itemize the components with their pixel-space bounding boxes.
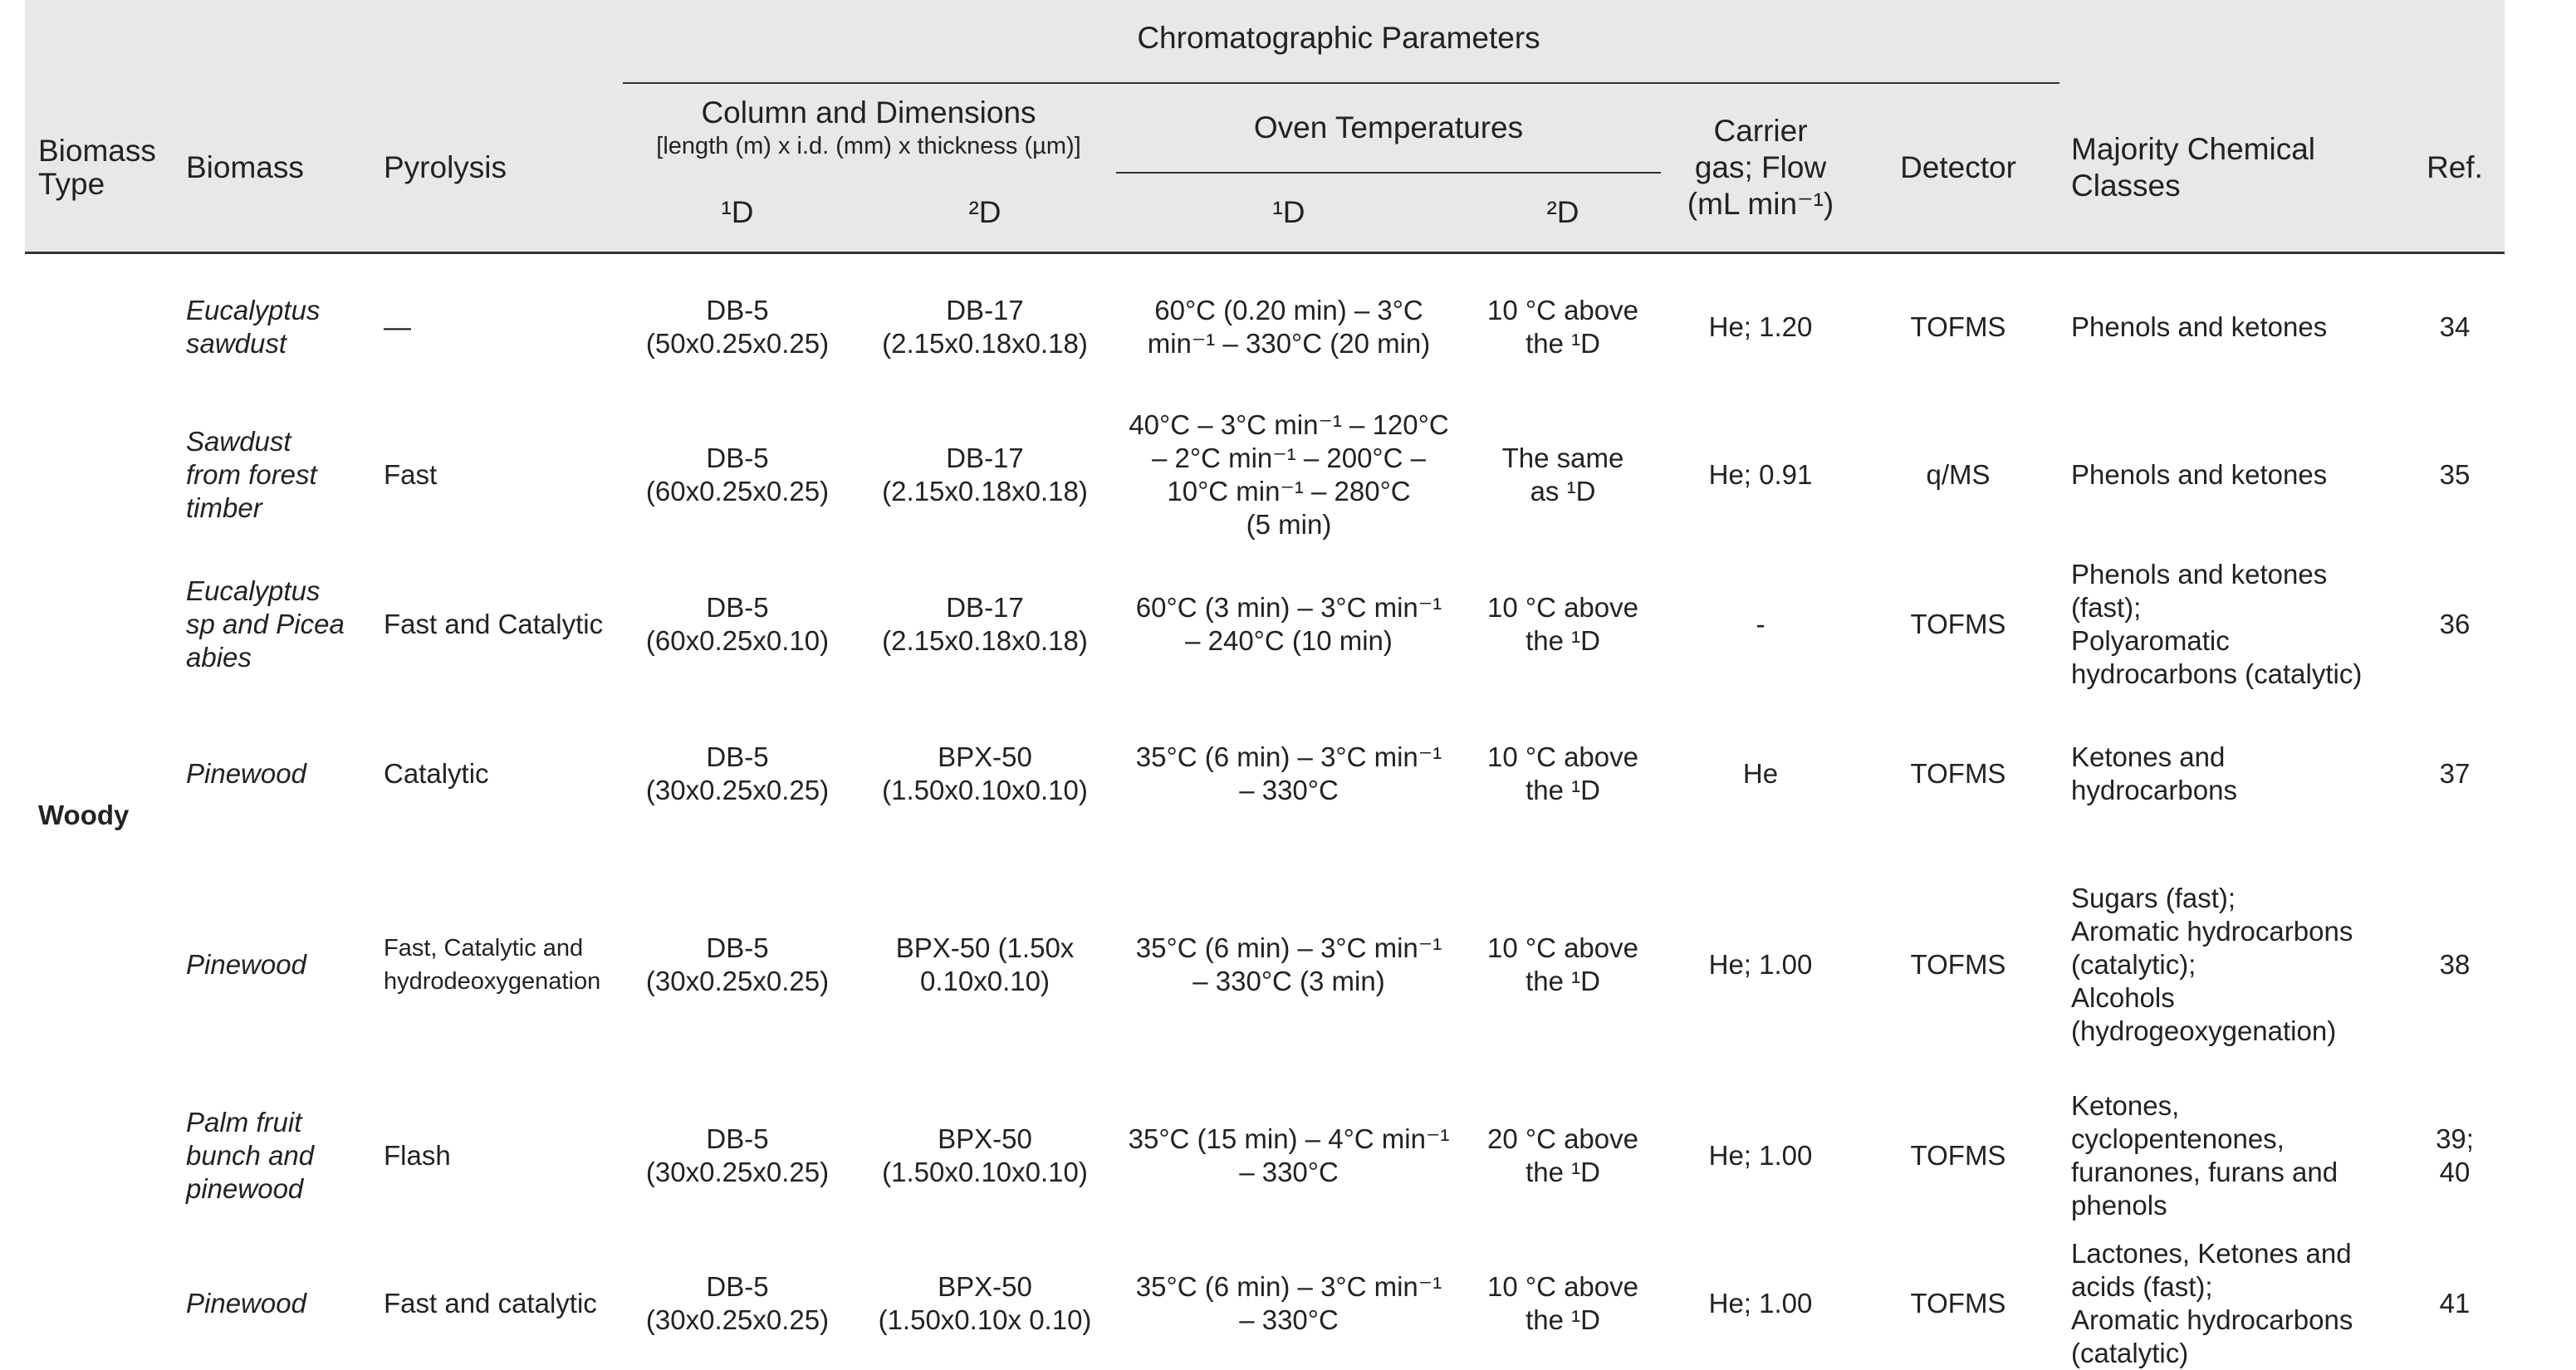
cell-biomass-line: Pinewood xyxy=(186,758,306,789)
cell-oven2-line: 10 °C above xyxy=(1487,1271,1638,1302)
cell-classes-line: Phenols and ketones xyxy=(2071,311,2328,342)
cell-col2-line: (2.15x0.18x0.18) xyxy=(882,625,1088,656)
cell-oven1-line: (5 min) xyxy=(1246,509,1332,540)
cell-classes-line: (fast); xyxy=(2071,592,2142,623)
cell-oven1-line: – 2°C min⁻¹ – 200°C – xyxy=(1152,443,1426,473)
cell-ref-line: 39; xyxy=(2436,1123,2474,1154)
cell-detector-line: TOFMS xyxy=(1910,949,2006,980)
cell-col2-line: BPX-50 xyxy=(938,1271,1032,1302)
cell-classes-line: cyclopentenones, xyxy=(2071,1123,2285,1154)
cell-oven1-line: 35°C (6 min) – 3°C min⁻¹ xyxy=(1135,932,1442,963)
cell-oven2-line: 10 °C above xyxy=(1487,592,1638,623)
header-classes-2: Classes xyxy=(2071,169,2181,203)
cell-oven2-line: as ¹D xyxy=(1530,476,1596,506)
cell-oven2-line: the ¹D xyxy=(1526,775,1600,805)
header-classes-1: Majority Chemical xyxy=(2071,132,2316,166)
cell-oven2-line: 10 °C above xyxy=(1487,295,1638,325)
header-biomass-type-1: Biomass xyxy=(38,134,156,168)
cell-carrier-line: He; 0.91 xyxy=(1708,459,1813,490)
cell-oven1-line: – 240°C (10 min) xyxy=(1185,625,1393,656)
cell-carrier-line: He; 1.00 xyxy=(1708,1288,1813,1319)
cell-biomass-line: sp and Picea xyxy=(186,609,345,639)
cell-oven2-line: 20 °C above xyxy=(1487,1123,1638,1154)
cell-col1-line: (30x0.25x0.25) xyxy=(645,775,830,805)
header-biomass-type-2: Type xyxy=(38,167,105,201)
cell-biomass-line: Sawdust xyxy=(186,426,291,457)
cell-classes-line: (catalytic); xyxy=(2071,949,2196,980)
cell-classes-line: Aromatic hydrocarbons xyxy=(2071,1304,2353,1335)
cell-pyrolysis-line: Catalytic xyxy=(384,758,489,789)
cell-detector-line: TOFMS xyxy=(1910,758,2006,789)
cell-biomass-line: bunch and xyxy=(186,1140,315,1171)
cell-pyrolysis-line: Fast, Catalytic and xyxy=(384,935,584,961)
cell-oven2-line: the ¹D xyxy=(1526,1157,1600,1187)
cell-classes-line: Ketones, xyxy=(2071,1090,2180,1121)
cell-col1-line: DB-5 xyxy=(706,932,769,963)
cell-biomass-line: Pinewood xyxy=(186,1288,306,1319)
header-ref: Ref. xyxy=(2427,150,2483,184)
cell-oven2-line: 10 °C above xyxy=(1487,932,1638,963)
cell-carrier-line: He; 1.20 xyxy=(1708,311,1813,342)
cell-biomass-line: from forest xyxy=(186,459,317,490)
cell-biomass-line: Palm fruit xyxy=(186,1107,302,1138)
cell-oven2-line: the ¹D xyxy=(1526,625,1600,656)
cell-col2-line: (1.50x0.10x0.10) xyxy=(882,1157,1088,1187)
cell-detector-line: TOFMS xyxy=(1910,1288,2006,1319)
header-carrier-2: gas; Flow xyxy=(1694,150,1827,184)
cell-col1-line: DB-5 xyxy=(706,592,769,623)
cell-col1-line: DB-5 xyxy=(706,1123,769,1154)
cell-detector-line: TOFMS xyxy=(1910,1140,2006,1171)
cell-col2-line: DB-17 xyxy=(946,295,1024,325)
cell-classes-line: Polyaromatic xyxy=(2071,625,2230,656)
cell-oven1-line: 10°C min⁻¹ – 280°C xyxy=(1167,476,1411,506)
header-group-rule xyxy=(623,82,2059,84)
cell-oven1-line: – 330°C xyxy=(1239,1304,1339,1335)
cell-ref-line: 35 xyxy=(2439,459,2471,490)
cell-oven2-line: The same xyxy=(1501,443,1624,473)
cell-col2-line: (1.50x0.10x0.10) xyxy=(882,775,1088,805)
group-label-woody: Woody xyxy=(38,800,130,830)
cell-col1-line: (30x0.25x0.25) xyxy=(645,966,830,996)
cell-oven1-line: 60°C (0.20 min) – 3°C xyxy=(1154,295,1423,325)
cell-col1-line: DB-5 xyxy=(706,295,769,325)
cell-col1-line: DB-5 xyxy=(706,741,769,772)
cell-oven2-line: the ¹D xyxy=(1526,1304,1600,1335)
header-column-dimensions: Column and Dimensions xyxy=(701,95,1036,130)
cell-col2-line: 0.10x0.10) xyxy=(920,966,1050,996)
cell-ref-line: 36 xyxy=(2439,609,2471,639)
cell-classes-line: Ketones and xyxy=(2071,741,2226,772)
header-bottom-rule xyxy=(25,252,2505,254)
cell-oven1-line: 40°C – 3°C min⁻¹ – 120°C xyxy=(1129,409,1449,440)
header-oven-1d: ¹D xyxy=(1272,195,1305,229)
cell-col1-line: (60x0.25x0.10) xyxy=(645,625,830,656)
header-detector: Detector xyxy=(1900,150,2016,184)
cell-classes-line: Alcohols xyxy=(2071,982,2175,1013)
cell-col2-line: (2.15x0.18x0.18) xyxy=(882,476,1088,506)
header-column-1d: ¹D xyxy=(721,195,754,229)
cell-classes-line: furanones, furans and xyxy=(2071,1157,2338,1187)
header-chromatographic-parameters: Chromatographic Parameters xyxy=(1137,21,1540,55)
cell-biomass-line: pinewood xyxy=(186,1173,304,1204)
cell-biomass-line: Pinewood xyxy=(186,949,306,980)
cell-oven1-line: 35°C (6 min) – 3°C min⁻¹ xyxy=(1135,1271,1442,1302)
cell-ref-line: 40 xyxy=(2439,1157,2471,1187)
cell-classes-line: (hydrogeoxygenation) xyxy=(2071,1015,2337,1046)
cell-pyrolysis-line: Flash xyxy=(384,1140,451,1171)
cell-col1-line: (30x0.25x0.25) xyxy=(645,1157,830,1187)
cell-oven1-line: – 330°C xyxy=(1239,775,1339,805)
cell-col2-line: BPX-50 (1.50x xyxy=(895,932,1075,963)
cell-oven1-line: 60°C (3 min) – 3°C min⁻¹ xyxy=(1135,592,1442,623)
header-pyrolysis: Pyrolysis xyxy=(384,150,507,184)
cell-classes-line: phenols xyxy=(2071,1190,2167,1221)
cell-pyrolysis-line: Fast and Catalytic xyxy=(384,609,604,639)
header-biomass: Biomass xyxy=(186,150,304,184)
cell-detector-line: TOFMS xyxy=(1910,311,2006,342)
cell-col2-line: (1.50x0.10x 0.10) xyxy=(878,1304,1092,1335)
cell-classes-line: hydrocarbons xyxy=(2071,775,2237,805)
cell-classes-line: hydrocarbons (catalytic) xyxy=(2071,658,2363,689)
cell-ref-line: 37 xyxy=(2439,758,2471,789)
cell-biomass-line: Eucalyptus xyxy=(186,295,321,325)
cell-classes-line: Sugars (fast); xyxy=(2071,883,2236,913)
cell-biomass-line: sawdust xyxy=(186,328,287,359)
header-column-2d: ²D xyxy=(968,195,1002,229)
cell-classes-line: (catalytic) xyxy=(2071,1338,2189,1368)
cell-pyrolysis-line: hydrodeoxygenation xyxy=(384,968,601,995)
header-carrier-3: (mL min⁻¹) xyxy=(1687,187,1834,221)
cell-carrier-line: He; 1.00 xyxy=(1708,949,1813,980)
cell-oven1-line: – 330°C xyxy=(1239,1157,1339,1187)
cell-carrier-line: He xyxy=(1742,758,1779,789)
header-oven-rule xyxy=(1116,172,1661,174)
cell-pyrolysis-line: — xyxy=(384,311,411,342)
header-column-dimensions-sub: [length (m) x i.d. (mm) x thickness (µm)] xyxy=(656,133,1081,159)
cell-col1-line: DB-5 xyxy=(706,443,769,473)
cell-oven1-line: 35°C (15 min) – 4°C min⁻¹ xyxy=(1128,1123,1450,1154)
cell-pyrolysis-line: Fast and catalytic xyxy=(384,1288,597,1319)
cell-col1-line: (50x0.25x0.25) xyxy=(645,328,830,359)
cell-col1-line: (60x0.25x0.25) xyxy=(645,476,830,506)
cell-classes-line: Aromatic hydrocarbons xyxy=(2071,916,2353,947)
cell-oven2-line: the ¹D xyxy=(1526,328,1600,359)
cell-ref-line: 38 xyxy=(2439,949,2471,980)
cell-biomass-line: timber xyxy=(186,492,262,523)
header-carrier-1: Carrier xyxy=(1713,114,1808,148)
header-oven-2d: ²D xyxy=(1546,195,1579,229)
cell-biomass-line: Eucalyptus xyxy=(186,575,321,606)
cell-oven2-line: the ¹D xyxy=(1526,966,1600,996)
cell-carrier-line: He; 1.00 xyxy=(1708,1140,1813,1171)
cell-oven1-line: 35°C (6 min) – 3°C min⁻¹ xyxy=(1135,741,1442,772)
cell-col2-line: DB-17 xyxy=(946,592,1024,623)
cell-classes-line: Lactones, Ketones and xyxy=(2071,1238,2352,1269)
cell-classes-line: Phenols and ketones xyxy=(2071,559,2328,590)
cell-pyrolysis-line: Fast xyxy=(384,459,438,490)
cell-col2-line: DB-17 xyxy=(946,443,1024,473)
cell-biomass-line: abies xyxy=(186,642,252,673)
cell-col2-line: BPX-50 xyxy=(938,1123,1032,1154)
cell-classes-line: acids (fast); xyxy=(2071,1271,2213,1302)
cell-oven1-line: – 330°C (3 min) xyxy=(1193,966,1385,996)
cell-col1-line: DB-5 xyxy=(706,1271,769,1302)
cell-ref-line: 41 xyxy=(2439,1288,2471,1319)
cell-oven2-line: 10 °C above xyxy=(1487,741,1638,772)
cell-ref-line: 34 xyxy=(2439,311,2471,342)
cell-col2-line: BPX-50 xyxy=(938,741,1032,772)
cell-col1-line: (30x0.25x0.25) xyxy=(645,1304,830,1335)
cell-oven1-line: min⁻¹ – 330°C (20 min) xyxy=(1147,328,1431,359)
cell-detector-line: q/MS xyxy=(1926,459,1991,490)
header-oven-temperatures: Oven Temperatures xyxy=(1253,110,1524,144)
cell-classes-line: Phenols and ketones xyxy=(2071,459,2328,490)
cell-col2-line: (2.15x0.18x0.18) xyxy=(882,328,1088,359)
cell-detector-line: TOFMS xyxy=(1910,609,2006,639)
cell-carrier-line: - xyxy=(1756,609,1765,639)
